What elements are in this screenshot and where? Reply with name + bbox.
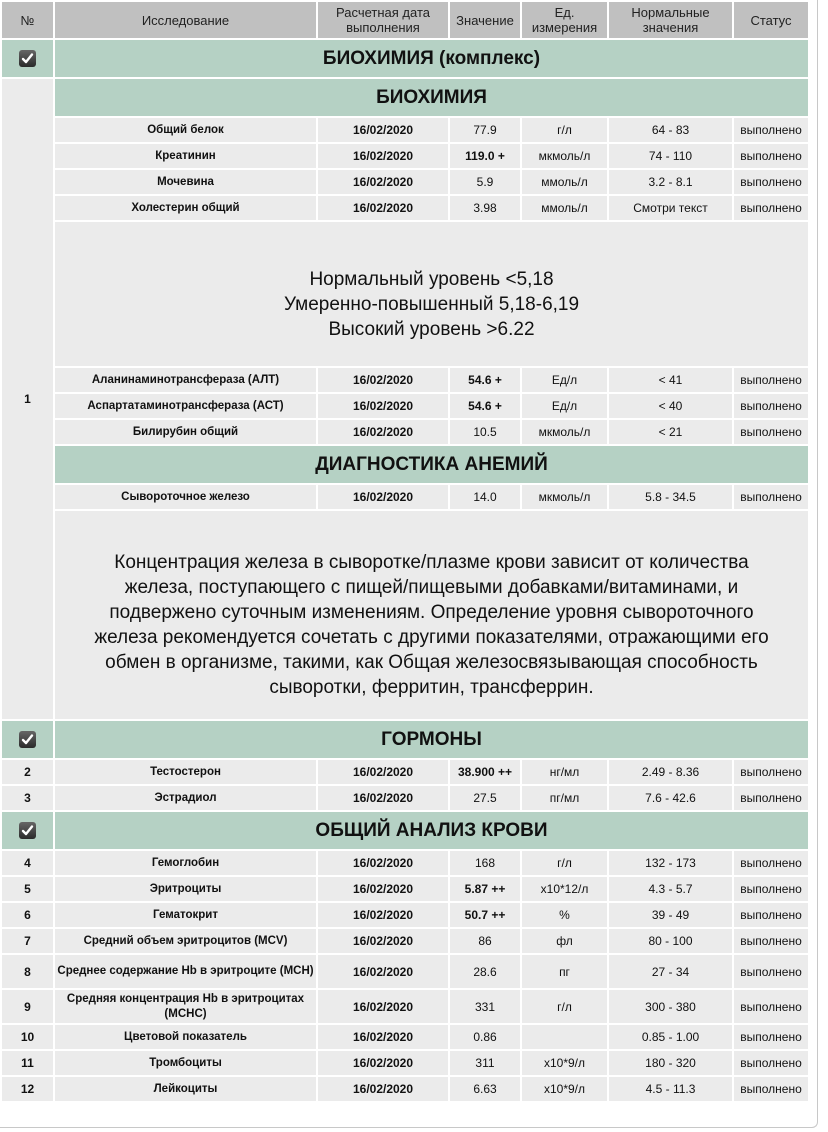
test-norm: 180 - 320 — [609, 1051, 732, 1075]
test-value: 5.87 ++ — [450, 877, 520, 901]
test-status: выполнено — [734, 170, 808, 194]
note-line: Нормальный уровень <5,18 — [309, 268, 554, 290]
test-unit: г/л — [522, 990, 607, 1023]
test-status: выполнено — [734, 485, 808, 509]
note-row — [2, 511, 808, 719]
test-unit: ммоль/л — [522, 170, 607, 194]
test-status: выполнено — [734, 394, 808, 418]
test-value: 119.0 + — [450, 144, 520, 168]
section-title: БИОХИМИЯ — [55, 79, 808, 116]
test-name: Аспартатаминотрансфераза (АСТ) — [55, 394, 316, 418]
test-name: Креатинин — [55, 144, 316, 168]
test-date: 16/02/2020 — [318, 1077, 448, 1101]
test-value: 77.9 — [450, 118, 520, 142]
note-line: Высокий уровень >6.22 — [328, 318, 535, 340]
test-value: 10.5 — [450, 420, 520, 444]
test-date: 16/02/2020 — [318, 903, 448, 927]
row-number: 4 — [2, 851, 53, 875]
test-status: выполнено — [734, 144, 808, 168]
test-status: выполнено — [734, 368, 808, 392]
test-value: 6.63 — [450, 1077, 520, 1101]
test-value: 0.86 — [450, 1025, 520, 1049]
test-norm: 0.85 - 1.00 — [609, 1025, 732, 1049]
row-number: 6 — [2, 903, 53, 927]
header-value[interactable]: Значение — [450, 2, 520, 38]
test-value: 14.0 — [450, 485, 520, 509]
table-row — [2, 786, 808, 810]
test-norm: 132 - 173 — [609, 851, 732, 875]
test-unit: пг — [522, 955, 607, 988]
group-checkbox[interactable] — [2, 721, 53, 758]
test-norm: 27 - 34 — [609, 955, 732, 988]
test-norm: 80 - 100 — [609, 929, 732, 953]
test-status: выполнено — [734, 760, 808, 784]
test-date: 16/02/2020 — [318, 1051, 448, 1075]
test-date: 16/02/2020 — [318, 420, 448, 444]
header-date[interactable]: Расчетная дата выполнения — [318, 2, 448, 38]
test-date: 16/02/2020 — [318, 877, 448, 901]
table-row — [2, 903, 808, 927]
test-date: 16/02/2020 — [318, 929, 448, 953]
test-unit: x10*9/л — [522, 1077, 607, 1101]
test-norm: 2.49 - 8.36 — [609, 760, 732, 784]
row-number: 10 — [2, 1025, 53, 1049]
test-value: 168 — [450, 851, 520, 875]
test-norm: 5.8 - 34.5 — [609, 485, 732, 509]
test-date: 16/02/2020 — [318, 485, 448, 509]
test-name: Тромбоциты — [55, 1051, 316, 1075]
test-unit — [522, 1025, 607, 1049]
test-name: Аланинаминотрансфераза (АЛТ) — [55, 368, 316, 392]
row-number: 7 — [2, 929, 53, 953]
test-unit: x10*12/л — [522, 877, 607, 901]
test-date: 16/02/2020 — [318, 170, 448, 194]
note-line: Концентрация железа в сыворотке/плазме крови зависит от количества железа, поступающего с пищей/пищевыми добавками/витаминами, и подвержено суточным изменениям. Определение уровня сывороточного железа рекомендуется сочетать с другими показателями, отражающими его обмен в организме, такими, как Общая железосвязывающая способность сыворотки, ферритин, трансферрин. — [94, 552, 769, 698]
test-unit: нг/мл — [522, 760, 607, 784]
test-name: Эстрадиол — [55, 786, 316, 810]
row-number: 2 — [2, 760, 53, 784]
header-name[interactable]: Исследование — [55, 2, 316, 38]
table-row — [2, 760, 808, 784]
table-row — [2, 170, 808, 194]
table-row — [2, 990, 808, 1023]
note-text — [55, 511, 808, 719]
test-norm: Смотри текст — [609, 196, 732, 220]
table-row — [2, 955, 808, 988]
test-date: 16/02/2020 — [318, 990, 448, 1023]
test-value: 331 — [450, 990, 520, 1023]
test-status: выполнено — [734, 1077, 808, 1101]
row-number: 9 — [2, 990, 53, 1023]
section-title: ДИАГНОСТИКА АНЕМИЙ — [55, 446, 808, 483]
table-row — [2, 877, 808, 901]
test-norm: 4.3 - 5.7 — [609, 877, 732, 901]
test-norm: < 21 — [609, 420, 732, 444]
table-row — [2, 1077, 808, 1101]
test-date: 16/02/2020 — [318, 118, 448, 142]
test-date: 16/02/2020 — [318, 1025, 448, 1049]
test-date: 16/02/2020 — [318, 955, 448, 988]
group-header — [2, 812, 808, 849]
row-number: 12 — [2, 1077, 53, 1101]
header-no[interactable]: № — [2, 2, 53, 38]
test-name: Холестерин общий — [55, 196, 316, 220]
test-value: 86 — [450, 929, 520, 953]
test-name: Общий белок — [55, 118, 316, 142]
table-row — [2, 929, 808, 953]
test-status: выполнено — [734, 196, 808, 220]
test-unit: % — [522, 903, 607, 927]
test-name: Билирубин общий — [55, 420, 316, 444]
test-status: выполнено — [734, 118, 808, 142]
test-unit: Ед/л — [522, 368, 607, 392]
test-status: выполнено — [734, 1025, 808, 1049]
test-name: Лейкоциты — [55, 1077, 316, 1101]
test-value: 5.9 — [450, 170, 520, 194]
test-name: Средняя концентрация Hb в эритроцитах (MCHC) — [55, 990, 316, 1023]
test-value: 38.900 ++ — [450, 760, 520, 784]
test-name: Цветовой показатель — [55, 1025, 316, 1049]
test-date: 16/02/2020 — [318, 368, 448, 392]
group-checkbox[interactable] — [2, 812, 53, 849]
test-value: 3.98 — [450, 196, 520, 220]
row-number: 11 — [2, 1051, 53, 1075]
header-status[interactable]: Статус — [734, 2, 808, 38]
table-row — [2, 118, 808, 142]
row-number: 3 — [2, 786, 53, 810]
table-row — [2, 1051, 808, 1075]
row-number: 5 — [2, 877, 53, 901]
test-name: Сывороточное железо — [55, 485, 316, 509]
test-norm: 39 - 49 — [609, 903, 732, 927]
section-header — [2, 79, 808, 116]
group-checkbox[interactable] — [2, 40, 53, 77]
test-name: Гематокрит — [55, 903, 316, 927]
test-unit: мкмоль/л — [522, 420, 607, 444]
table-row — [2, 394, 808, 418]
test-value: 54.6 + — [450, 394, 520, 418]
group-header — [2, 721, 808, 758]
test-name: Тестостерон — [55, 760, 316, 784]
test-status: выполнено — [734, 877, 808, 901]
test-status: выполнено — [734, 955, 808, 988]
test-date: 16/02/2020 — [318, 851, 448, 875]
row-number: 8 — [2, 955, 53, 988]
checkbox-checked-icon[interactable] — [19, 822, 36, 839]
table-row — [2, 144, 808, 168]
test-norm: < 40 — [609, 394, 732, 418]
test-norm: 64 - 83 — [609, 118, 732, 142]
test-norm: 7.6 - 42.6 — [609, 786, 732, 810]
checkbox-checked-icon[interactable] — [19, 731, 36, 748]
test-norm: 4.5 - 11.3 — [609, 1077, 732, 1101]
test-name: Мочевина — [55, 170, 316, 194]
row-number: 1 — [2, 79, 53, 719]
test-name: Среднее содержание Hb в эритроците (MCH) — [55, 955, 316, 988]
test-unit: x10*9/л — [522, 1051, 607, 1075]
test-value: 311 — [450, 1051, 520, 1075]
note-text — [55, 222, 808, 366]
group-title: ГОРМОНЫ — [55, 721, 808, 758]
header-norm[interactable]: Нормальные значения — [609, 2, 732, 38]
table-row — [2, 1025, 808, 1049]
test-value: 28.6 — [450, 955, 520, 988]
group-header — [2, 40, 808, 77]
test-name: Эритроциты — [55, 877, 316, 901]
header-unit[interactable]: Ед. измерения — [522, 2, 607, 38]
note-line: Умеренно-повышенный 5,18-6,19 — [283, 293, 580, 315]
test-status: выполнено — [734, 420, 808, 444]
test-date: 16/02/2020 — [318, 786, 448, 810]
test-status: выполнено — [734, 903, 808, 927]
test-unit: мкмоль/л — [522, 485, 607, 509]
table-row — [2, 851, 808, 875]
test-norm: 3.2 - 8.1 — [609, 170, 732, 194]
test-unit: ммоль/л — [522, 196, 607, 220]
test-date: 16/02/2020 — [318, 144, 448, 168]
test-status: выполнено — [734, 786, 808, 810]
test-unit: г/л — [522, 118, 607, 142]
note-row — [2, 222, 808, 366]
test-status: выполнено — [734, 990, 808, 1023]
table-row — [2, 485, 808, 509]
table-header — [2, 2, 808, 38]
group-title: БИОХИМИЯ (комплекс) — [55, 40, 808, 77]
test-status: выполнено — [734, 929, 808, 953]
test-norm: 74 - 110 — [609, 144, 732, 168]
table-row — [2, 368, 808, 392]
table-row — [2, 196, 808, 220]
test-unit: мкмоль/л — [522, 144, 607, 168]
test-norm: < 41 — [609, 368, 732, 392]
test-date: 16/02/2020 — [318, 394, 448, 418]
test-status: выполнено — [734, 851, 808, 875]
test-unit: фл — [522, 929, 607, 953]
test-date: 16/02/2020 — [318, 196, 448, 220]
test-date: 16/02/2020 — [318, 760, 448, 784]
test-name: Средний объем эритроцитов (MCV) — [55, 929, 316, 953]
section-header — [2, 446, 808, 483]
test-unit: г/л — [522, 851, 607, 875]
test-value: 50.7 ++ — [450, 903, 520, 927]
test-value: 27.5 — [450, 786, 520, 810]
checkbox-checked-icon[interactable] — [19, 50, 36, 67]
test-unit: пг/мл — [522, 786, 607, 810]
test-status: выполнено — [734, 1051, 808, 1075]
test-unit: Ед/л — [522, 394, 607, 418]
test-value: 54.6 + — [450, 368, 520, 392]
table-row — [2, 420, 808, 444]
test-norm: 300 - 380 — [609, 990, 732, 1023]
group-title: ОБЩИЙ АНАЛИЗ КРОВИ — [55, 812, 808, 849]
test-name: Гемоглобин — [55, 851, 316, 875]
